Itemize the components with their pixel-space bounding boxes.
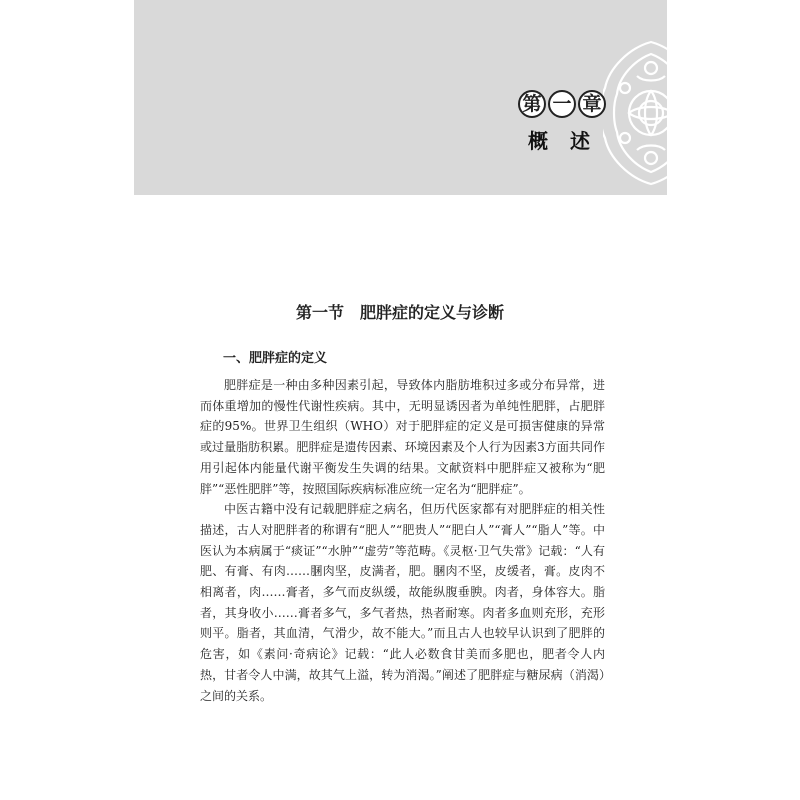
floral-ornament-icon bbox=[603, 38, 667, 188]
chapter-number bbox=[518, 90, 606, 118]
chapter-number-char: 章 bbox=[578, 90, 606, 118]
paragraph: 中医古籍中没有记载肥胖症之病名，但历代医家都有对肥胖症的相关性描述，古人对肥胖者的称谓有“肥人”“肥贵人”“肥白人”“膏人”“脂人”等。中医认为本病属于“痰证”“水肿”“虚劳”等范畴。《灵枢·卫气失常》记载：“人有肥、有膏、有肉……䐃肉坚，皮满者，肥。䐃肉不坚，皮缓者，膏。皮肉不相离者，肉……膏者，多气而皮纵缓，故能纵腹垂腴。肉者，身体容大。脂者，其身收小……膏者多气，多气者热，热者耐寒。肉者多血则充形，充形则平。脂者，其血清，气滑少，故不能大。”而且古人也较早认识到了肥胖的危害，如《素问·奇病论》记载：“此人必数食甘美而多肥也，肥者令人内热，甘者令人中满，故其气上溢，转为消渴。”阐述了肥胖症与糖尿病（消渴）之间的关系。 bbox=[200, 502, 605, 703]
chapter-number-char: 第 bbox=[518, 90, 546, 118]
chapter-title: 概述 bbox=[528, 129, 612, 153]
subsection-heading: 一、肥胖症的定义 bbox=[223, 351, 328, 366]
body-text bbox=[200, 375, 605, 706]
paragraph: 肥胖症是一种由多种因素引起，导致体内脂肪堆积过多或分布异常，进而体重增加的慢性代谢性疾病。其中，无明显诱因者为单纯性肥胖，占肥胖症的95%。世界卫生组织（WHO）对于肥胖症的定义是可损害健康的异常或过量脂肪积累。肥胖症是遗传因素、环境因素及个人行为因素3方面共同作用引起体内能量代谢平衡发生失调的结果。文献资料中肥胖症又被称为“肥胖”“恶性肥胖”等，按照国际疾病标准应统一定名为“肥胖症”。 bbox=[200, 378, 605, 496]
section-title: 第一节 肥胖症的定义与诊断 bbox=[295, 303, 504, 322]
chapter-number-char: 一 bbox=[548, 90, 576, 118]
